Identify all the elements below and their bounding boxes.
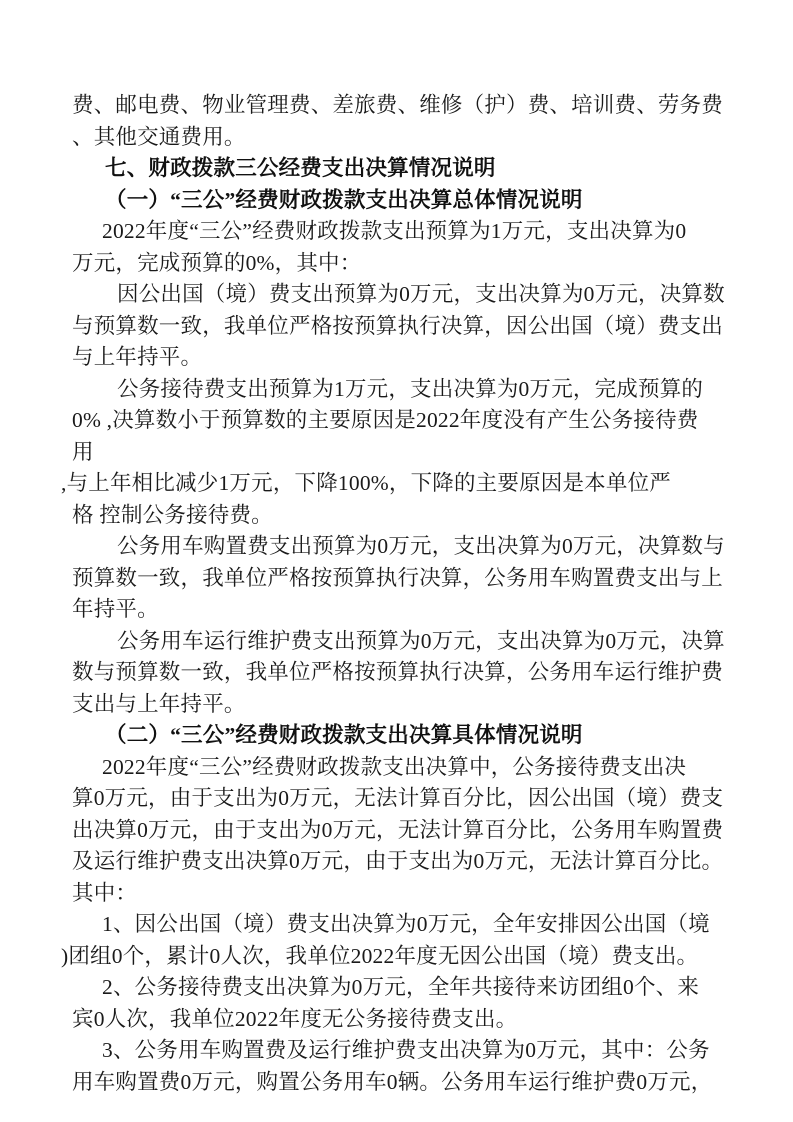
subsection-heading-2: （二）“三公”经费财政拨款支出决算具体情况说明: [105, 723, 583, 747]
text-line: 与预算数一致，我单位严格按预算执行决算，因公出国（境）费支出: [72, 313, 724, 338]
section-heading-7: 七、财政拨款三公经费支出决算情况说明: [105, 156, 496, 180]
text-line: 支出与上年持平。: [72, 691, 246, 716]
text-line: 用: [72, 439, 94, 464]
text-line: 预算数一致，我单位严格按预算执行决算，公务用车购置费支出与上: [72, 565, 724, 590]
subsection-heading-1: （一）“三公”经费财政拨款支出决算总体情况说明: [105, 187, 583, 212]
text-line: 格 控制公务接待费。: [72, 502, 273, 527]
text-line: 2022年度“三公”经费财政拨款支出预算为1万元，支出决算为0: [102, 219, 687, 243]
text-line: 1、因公出国（境）费支出决算为0万元，全年安排因公出国（境: [102, 912, 710, 936]
text-line: 其中：: [72, 880, 138, 905]
text-line: 因公出国（境）费支出预算为0万元，支出决算为0万元，决算数: [117, 282, 725, 306]
text-line: ,与上年相比减少1万元，下降100%，下降的主要原因是本单位严: [61, 471, 671, 495]
text-line: 2022年度“三公”经费财政拨款支出决算中，公务接待费支出决: [102, 754, 687, 779]
text-line: 费、邮电费、物业管理费、差旅费、维修（护）费、培训费、劳务费: [72, 93, 724, 117]
text-line: 与上年持平。: [72, 345, 203, 369]
text-line: 0% ,决算数小于预算数的主要原因是2022年度没有产生公务接待费: [72, 408, 699, 432]
text-line: 公务用车运行维护费支出预算为0万元，支出决算为0万元，决算: [117, 628, 725, 653]
text-line: 公务接待费支出预算为1万元，支出决算为0万元，完成预算的: [117, 376, 704, 401]
text-line: )团组0个，累计0人次，我单位2022年度无因公出国（境）费支出。: [61, 943, 699, 968]
text-line: 宾0人次，我单位2022年度无公务接待费支出。: [72, 1006, 518, 1031]
text-line: 万元，完成预算的0%，其中：: [72, 250, 362, 275]
text-line: 年持平。: [72, 597, 159, 621]
text-line: 数与预算数一致，我单位严格按预算执行决算，公务用车运行维护费: [72, 660, 724, 684]
text-line: 公务用车购置费支出预算为0万元，支出决算为0万元，决算数与: [117, 534, 725, 558]
text-line: 2、公务接待费支出决算为0万元，全年共接待来访团组0个、来: [102, 975, 700, 999]
text-line: 算0万元，由于支出为0万元，无法计算百分比，因公出国（境）费支: [72, 786, 724, 810]
text-line: 、其他交通费用。: [72, 124, 246, 149]
text-line: 用车购置费0万元，购置公务用车0辆。公务用车运行维护费0万元，: [72, 1069, 713, 1094]
text-line: 出决算0万元，由于支出为0万元，无法计算百分比，公务用车购置费: [72, 817, 724, 842]
text-line: 及运行维护费支出决算0万元，由于支出为0万元，无法计算百分比。: [72, 849, 724, 873]
text-line: 3、公务用车购置费及运行维护费支出决算为0万元，其中：公务: [102, 1038, 710, 1062]
